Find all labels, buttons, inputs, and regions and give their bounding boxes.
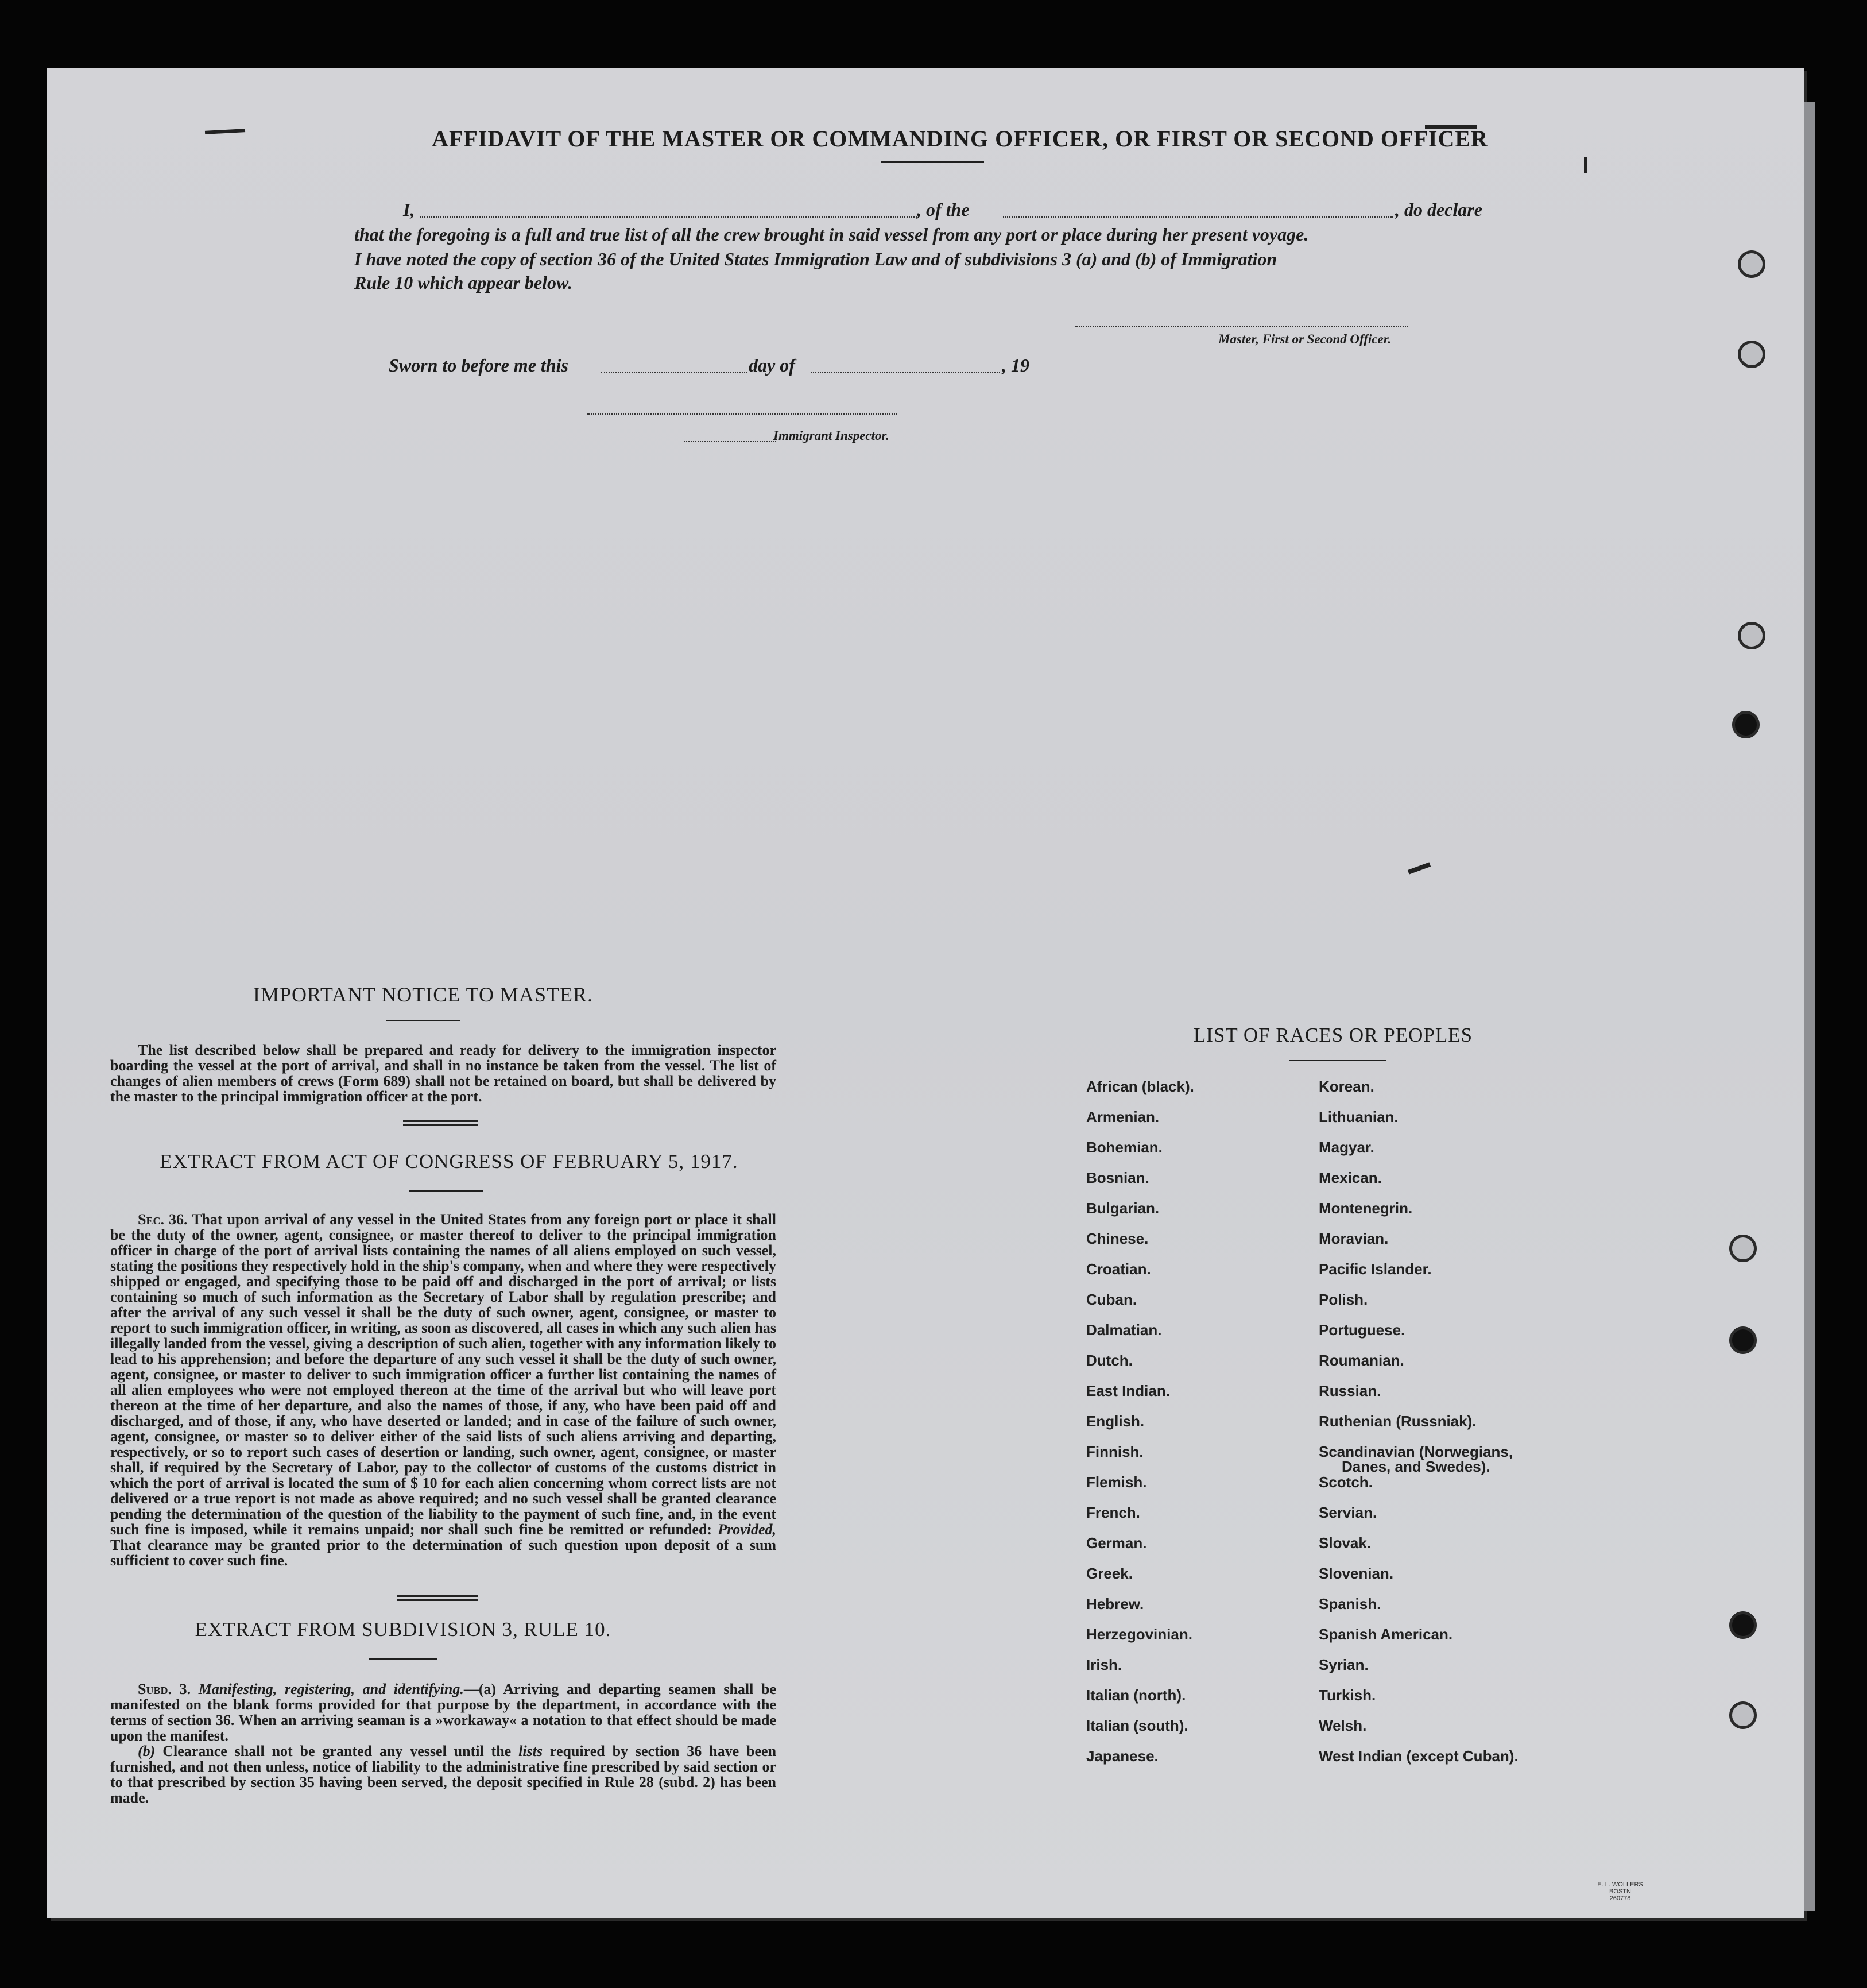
act-body: That upon arrival of any vessel in the United States from any foreign port or place it shall be the duty of the owner, agent, consignee, or master thereof to deliver to the principal immigration officer in charge of the port of arrival lists containing the names of all aliens employed on such vessel, stating the positions they respectively hold in the ship's company, when and where they were respectively shipped or engaged, and specifying those to be paid off and discharged in the port of arrival; or lists containing so much of such information as the Secretary of Labor shall by regulation prescribe; and after the arrival of any such vessel it shall be the duty of such owner, agent, consignee, or master to report to such immigration officer, in writing, as soon as discovered, all cases in which any such alien has illegally landed from the vessel, giving a description of such alien, together with any information likely to lead to his apprehension; and before the departure of any such vessel it shall be the duty of such owner, agent, consignee, or master to deliver to such immigration officer a further list containing the names of all alien employees who were not employed thereon at the time of the arrival but who will leave port thereon at the time of her departure, and also the names of those, if any, who have been paid off and discharged, and of those, if any, who have deserted or landed; and in case of the failure of such owner, agent, consignee, or master so to deliver either of the said lists of such aliens arriving and departing, respectively, or so to report such cases of desertion or landing, such owner, agent, consignee, or master shall, if required by the Secretary of Labor, pay to the collector of customs of the customs district in which the port of arrival is located the sum of $ 10 for each alien concerning whom correct lists are not delivered or a true report is not made as above required; and no such vessel shall be granted clearance pending the determination of the question of the liability to the payment of such fine, and, in the event such fine is imposed, while it remains unpaid; nor shall such fine be remitted or refunded: [110,1211,776,1538]
race-item: Turkish. [1319,1687,1376,1704]
ink-mark [1408,862,1431,874]
printer-imprint [1591,1881,1649,1902]
race-item: Italian (north). [1086,1687,1186,1704]
title-rule [881,161,984,163]
of-the-label: , of the [917,199,970,220]
affidavit-declaration-line [357,197,1505,222]
sworn-label: Sworn to before me this [389,355,568,376]
do-declare-label: , do declare [1395,199,1482,220]
act-title: EXTRACT FROM ACT OF CONGRESS OF FEBRUARY 5, 1917. [160,1150,738,1173]
binder-hole [1732,711,1760,738]
affidavit-body-2: I have noted the copy of section 36 of the United States Immigration Law and of subdivisions 3 (a) and (b) of Immigration [354,249,1277,269]
inspector-signature-field[interactable] [587,413,897,415]
sworn-month-field[interactable] [811,372,1000,373]
subd-b-text-1: Clearance shall not be granted any vessel until the [162,1743,512,1759]
race-item: Finnish. [1086,1443,1144,1460]
sworn-day-field[interactable] [601,372,747,373]
ink-mark [205,129,245,134]
notice-double-rule [403,1120,478,1126]
binder-hole [1729,1235,1757,1262]
race-item: Magyar. [1319,1139,1374,1156]
subd-heading: Manifesting, registering, and identifying. [198,1681,464,1697]
race-item: Armenian. [1086,1108,1160,1125]
race-item: Italian (south). [1086,1717,1188,1734]
race-item: West Indian (except Cuban). [1319,1747,1519,1765]
race-item: Herzegovinian. [1086,1626,1192,1643]
race-item: Bohemian. [1086,1139,1163,1156]
document-page [47,68,1804,1918]
race-item: Syrian. [1319,1656,1369,1673]
notice-title: IMPORTANT NOTICE TO MASTER. [253,983,593,1006]
bleed-through-text [1299,464,1758,837]
act-rule [409,1190,483,1192]
race-item: Hebrew. [1086,1595,1144,1612]
sec-label: Sec. 36. [138,1211,188,1228]
race-item: Korean. [1319,1078,1374,1095]
race-item: Dutch. [1086,1352,1133,1369]
race-item: Russian. [1319,1382,1381,1399]
subd-b-label: (b) [138,1743,156,1759]
race-item: Scandinavian (Norwegians, [1319,1443,1513,1460]
year-label: , 19 [1002,355,1029,376]
master-signature-field[interactable] [1075,326,1408,327]
race-item: African (black). [1086,1078,1194,1095]
act-double-rule [397,1595,478,1601]
race-item: English. [1086,1413,1145,1430]
race-item: German. [1086,1534,1147,1552]
races-title: LIST OF RACES OR PEOPLES [1193,1024,1473,1046]
race-item: Pacific Islander. [1319,1260,1432,1278]
act-text [110,1212,776,1568]
race-item: Bosnian. [1086,1169,1149,1186]
race-item: Slovak. [1319,1534,1372,1552]
subd-label: Subd. 3. [138,1681,191,1697]
ink-mark [1584,157,1587,173]
vessel-field[interactable] [1003,216,1393,218]
name-field[interactable] [420,216,917,218]
subd-a-text: —(a) Arriving and departing seamen shall be manifested on the blank forms provided for that purpose by the department, in accordance with the terms of section 36. When an arriving seaman is a »workaway« a notation to that effect should be made upon the manifest. [110,1681,777,1744]
race-item: Bulgarian. [1086,1200,1160,1217]
inspector-prefix-field[interactable] [684,441,776,442]
race-item: Ruthenian (Russniak). [1319,1413,1477,1430]
race-item: Dalmatian. [1086,1321,1162,1339]
race-item: Scotch. [1319,1473,1373,1491]
inspector-label: Immigrant Inspector. [773,428,889,443]
binder-hole [1738,250,1765,278]
race-item: Flemish. [1086,1473,1147,1491]
race-item: Chinese. [1086,1230,1149,1247]
race-item: Roumanian. [1319,1352,1404,1369]
printer-number: 260778 [1609,1895,1631,1902]
subd-b-text-2: required by section 36 have been furnished, and not then unless, notice of liability to the administrative fine prescribed by said section or to that prescribed by section 35 having been served, the deposit specified in Rule 28 (subd. 2) has been made. [110,1743,777,1806]
race-item: Greek. [1086,1565,1133,1582]
races-rule [1289,1060,1386,1061]
race-item: Slovenian. [1319,1565,1394,1582]
affidavit-body-3: Rule 10 which appear below. [354,272,573,293]
race-item: Lithuanian. [1319,1108,1399,1125]
rule-text [110,1681,776,1805]
race-item: Portuguese. [1319,1321,1405,1339]
race-item: Cuban. [1086,1291,1137,1308]
notice-text [110,1042,776,1104]
binder-hole [1729,1611,1757,1639]
race-item: Moravian. [1319,1230,1389,1247]
race-item: Japanese. [1086,1747,1159,1765]
race-item: Polish. [1319,1291,1368,1308]
race-item: East Indian. [1086,1382,1170,1399]
rule-rule [369,1658,437,1660]
race-item: Servian. [1319,1504,1377,1521]
race-item: Montenegrin. [1319,1200,1413,1217]
race-item: Welsh. [1319,1717,1367,1734]
race-item: French. [1086,1504,1140,1521]
race-item: Croatian. [1086,1260,1151,1278]
race-item: Danes, and Swedes). [1342,1458,1490,1475]
printer-name: E. L. WOLLERS BOSTN [1597,1881,1643,1895]
page-edge [1804,102,1815,1911]
binder-hole [1738,622,1765,649]
binder-hole [1738,341,1765,368]
binder-hole [1729,1326,1757,1354]
provided-label: Provided, [718,1521,776,1538]
act-body-end: That clearance may be granted prior to the determination of such question upon deposit of a sum sufficient to cover such fine. [110,1537,776,1569]
rule-title: EXTRACT FROM SUBDIVISION 3, RULE 10. [195,1618,611,1641]
race-item: Spanish. [1319,1595,1381,1612]
race-item: Spanish American. [1319,1626,1453,1643]
race-item: Mexican. [1319,1169,1382,1186]
sworn-line [389,355,1192,380]
binder-hole [1729,1701,1757,1729]
notice-rule [386,1020,460,1021]
i-label: I, [403,199,415,220]
master-signature-label: Master, First or Second Officer. [1218,332,1392,346]
affidavit-title: AFFIDAVIT OF THE MASTER OR COMMANDING OFFICER, OR FIRST OR SECOND OFFICER [432,126,1488,152]
subd-b-lists: lists [518,1743,543,1759]
day-of-label: day of [749,355,795,376]
race-item: Irish. [1086,1656,1122,1673]
affidavit-body-1: that the foregoing is a full and true list of all the crew brought in said vessel from any port or place during her present voyage. [354,224,1309,245]
notice-body: The list described below shall be prepared and ready for delivery to the immigration inspector boarding the vessel at the port of arrival, and shall in no instance be taken from the vessel. The list of changes of alien members of crews (Form 689) shall not be retained on board, but shall be delivered by the master to the principal immigration officer at the port. [110,1042,776,1105]
